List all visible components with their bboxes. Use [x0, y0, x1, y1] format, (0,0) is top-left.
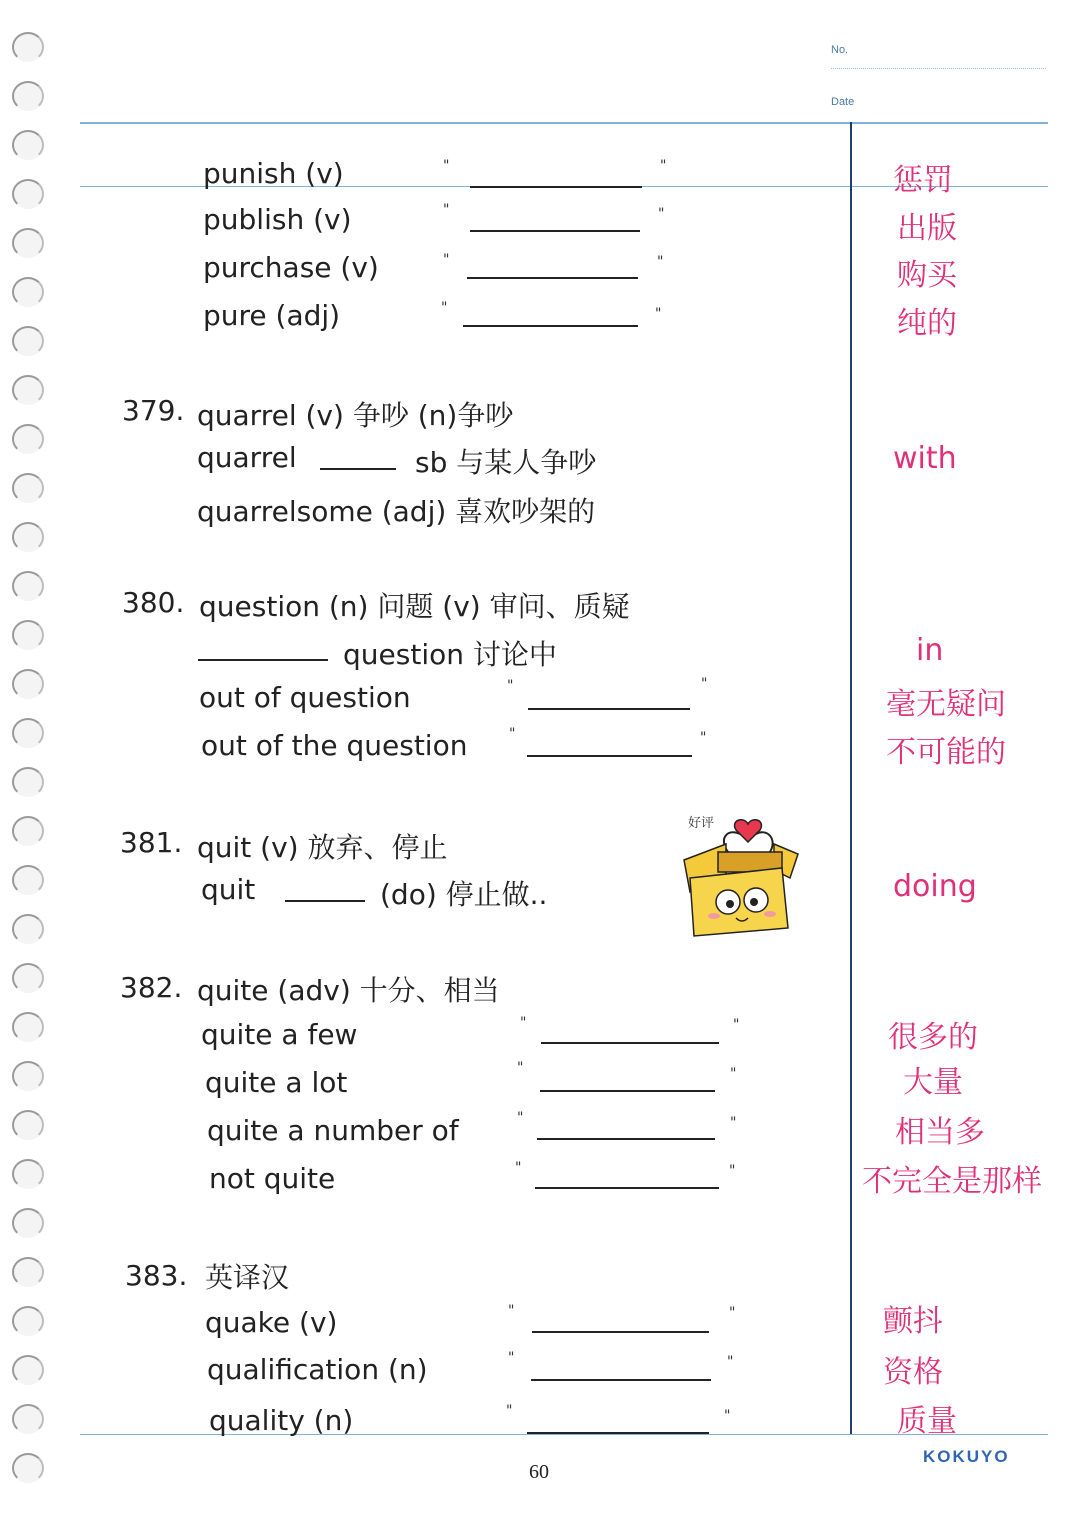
quote-mark: ": [508, 1350, 515, 1366]
answer: 惩罚: [893, 163, 953, 198]
blank: [320, 468, 396, 470]
blank: [541, 1042, 719, 1044]
entry-line: quit: [201, 873, 256, 906]
ring: [12, 424, 44, 454]
ring: [12, 620, 44, 650]
answer: 资格: [883, 1355, 943, 1390]
answer: 很多的: [888, 1020, 978, 1055]
blank: [540, 1090, 715, 1092]
blank: [528, 708, 690, 710]
quote-mark: ": [729, 1163, 736, 1179]
answer: 质量: [897, 1404, 957, 1439]
ring: [12, 767, 44, 797]
entry-line: question 讨论中: [343, 638, 557, 671]
ring: [12, 1110, 44, 1140]
quote-mark: ": [700, 730, 707, 746]
ring: [12, 1061, 44, 1091]
answer: 大量: [903, 1065, 963, 1100]
quote-mark: ": [729, 1305, 736, 1321]
quote-mark: ": [441, 300, 448, 316]
answer: with: [893, 441, 957, 476]
blank: [531, 1379, 711, 1381]
entry-line: not quite: [209, 1162, 336, 1195]
entry-line: qualification (n): [207, 1353, 428, 1386]
ring: [12, 1453, 44, 1483]
ring: [12, 473, 44, 503]
entry-line: quite a number of: [207, 1114, 459, 1147]
sticker-label: 好评: [688, 816, 715, 831]
ring: [12, 277, 44, 307]
entry-line: (do) 停止做..: [380, 878, 548, 911]
date-label: Date: [831, 96, 855, 108]
ring: [12, 963, 44, 993]
entry-line: quarrel: [197, 441, 297, 474]
entry-line: quite a lot: [205, 1066, 348, 1099]
entry-line: quarrel (v) 争吵 (n)争吵: [197, 399, 514, 432]
blank: [285, 900, 365, 902]
blank: [467, 277, 638, 279]
entry-title: 英译汉: [205, 1261, 290, 1294]
entry-line: quite a few: [201, 1018, 358, 1051]
ring: [12, 1257, 44, 1287]
ring: [12, 718, 44, 748]
quote-mark: ": [506, 1403, 513, 1419]
answer: 购买: [897, 258, 957, 293]
entry-line: sb 与某人争吵: [415, 446, 597, 479]
quote-mark: ": [733, 1017, 740, 1033]
blank: [535, 1187, 719, 1189]
ring: [12, 32, 44, 62]
ring: [12, 1208, 44, 1238]
quote-mark: ": [520, 1015, 527, 1031]
entry-line: quake (v): [205, 1306, 338, 1339]
ring: [12, 816, 44, 846]
quote-mark: ": [515, 1160, 522, 1176]
quote-mark: ": [730, 1066, 737, 1082]
ring: [12, 1306, 44, 1336]
entry-number: 380.: [122, 586, 185, 619]
entry-number: 379.: [122, 394, 185, 427]
blank: [532, 1331, 709, 1333]
answer: in: [916, 633, 944, 668]
quote-mark: ": [517, 1110, 524, 1126]
ring: [12, 130, 44, 160]
quote-mark: ": [660, 158, 667, 174]
ring: [12, 669, 44, 699]
box-sticker: [678, 808, 808, 940]
entry-number: 382.: [120, 971, 183, 1004]
quote-mark: ": [443, 158, 450, 174]
ring: [12, 81, 44, 111]
entry-line: publish (v): [203, 203, 352, 236]
entry-line: quite (adv) 十分、相当: [197, 974, 500, 1007]
quote-mark: ": [724, 1408, 731, 1424]
answer: 相当多: [895, 1115, 985, 1150]
top-rule: [80, 122, 1048, 124]
no-label: No.: [831, 44, 849, 56]
quote-mark: ": [701, 676, 708, 692]
blank: [198, 659, 328, 661]
answer: doing: [893, 869, 977, 904]
ring: [12, 1159, 44, 1189]
answer: 毫无疑问: [886, 687, 1006, 722]
ring: [12, 326, 44, 356]
quote-mark: ": [508, 1303, 515, 1319]
entry-line: quality (n): [209, 1404, 354, 1437]
blank: [527, 755, 692, 757]
entry-line: question (n) 问题 (v) 审问、质疑: [199, 590, 630, 623]
quote-mark: ": [655, 306, 662, 322]
answer: 颤抖: [883, 1304, 943, 1339]
ring: [12, 1012, 44, 1042]
quote-mark: ": [443, 252, 450, 268]
answer: 纯的: [897, 306, 957, 341]
entry-line: out of question: [199, 681, 411, 714]
ring: [12, 179, 44, 209]
quote-mark: ": [517, 1060, 524, 1076]
quote-mark: ": [657, 254, 664, 270]
ring: [12, 914, 44, 944]
blank: [537, 1138, 715, 1140]
entry-number: 383.: [125, 1259, 188, 1292]
ring: [12, 571, 44, 601]
blank: [470, 186, 642, 188]
entry-line: punish (v): [203, 157, 344, 190]
quote-mark: ": [509, 726, 516, 742]
margin-line: [850, 122, 852, 1434]
answer: 出版: [897, 211, 957, 246]
blank: [463, 325, 638, 327]
quote-mark: ": [507, 678, 514, 694]
quote-mark: ": [658, 206, 665, 222]
brand-logo: KOKUYO: [923, 1447, 1010, 1466]
entry-line: quarrelsome (adj) 喜欢吵架的: [197, 495, 596, 528]
ring: [12, 865, 44, 895]
quote-mark: ": [730, 1115, 737, 1131]
entry-line: out of the question: [201, 729, 468, 762]
entry-number: 381.: [120, 826, 183, 859]
entry-line: pure (adj): [203, 299, 341, 332]
ring: [12, 1404, 44, 1434]
entry-line: purchase (v): [203, 251, 379, 284]
entry-line: quit (v) 放弃、停止: [197, 831, 448, 864]
answer: 不完全是那样: [862, 1164, 1042, 1199]
ring: [12, 522, 44, 552]
blank: [470, 230, 640, 232]
ring: [12, 375, 44, 405]
answer: 不可能的: [886, 735, 1006, 770]
quote-mark: ": [727, 1354, 734, 1370]
no-line: [831, 68, 1046, 69]
page-number: 60: [529, 1461, 549, 1483]
ring: [12, 1355, 44, 1385]
blank: [527, 1432, 709, 1434]
quote-mark: ": [443, 202, 450, 218]
ring: [12, 228, 44, 258]
